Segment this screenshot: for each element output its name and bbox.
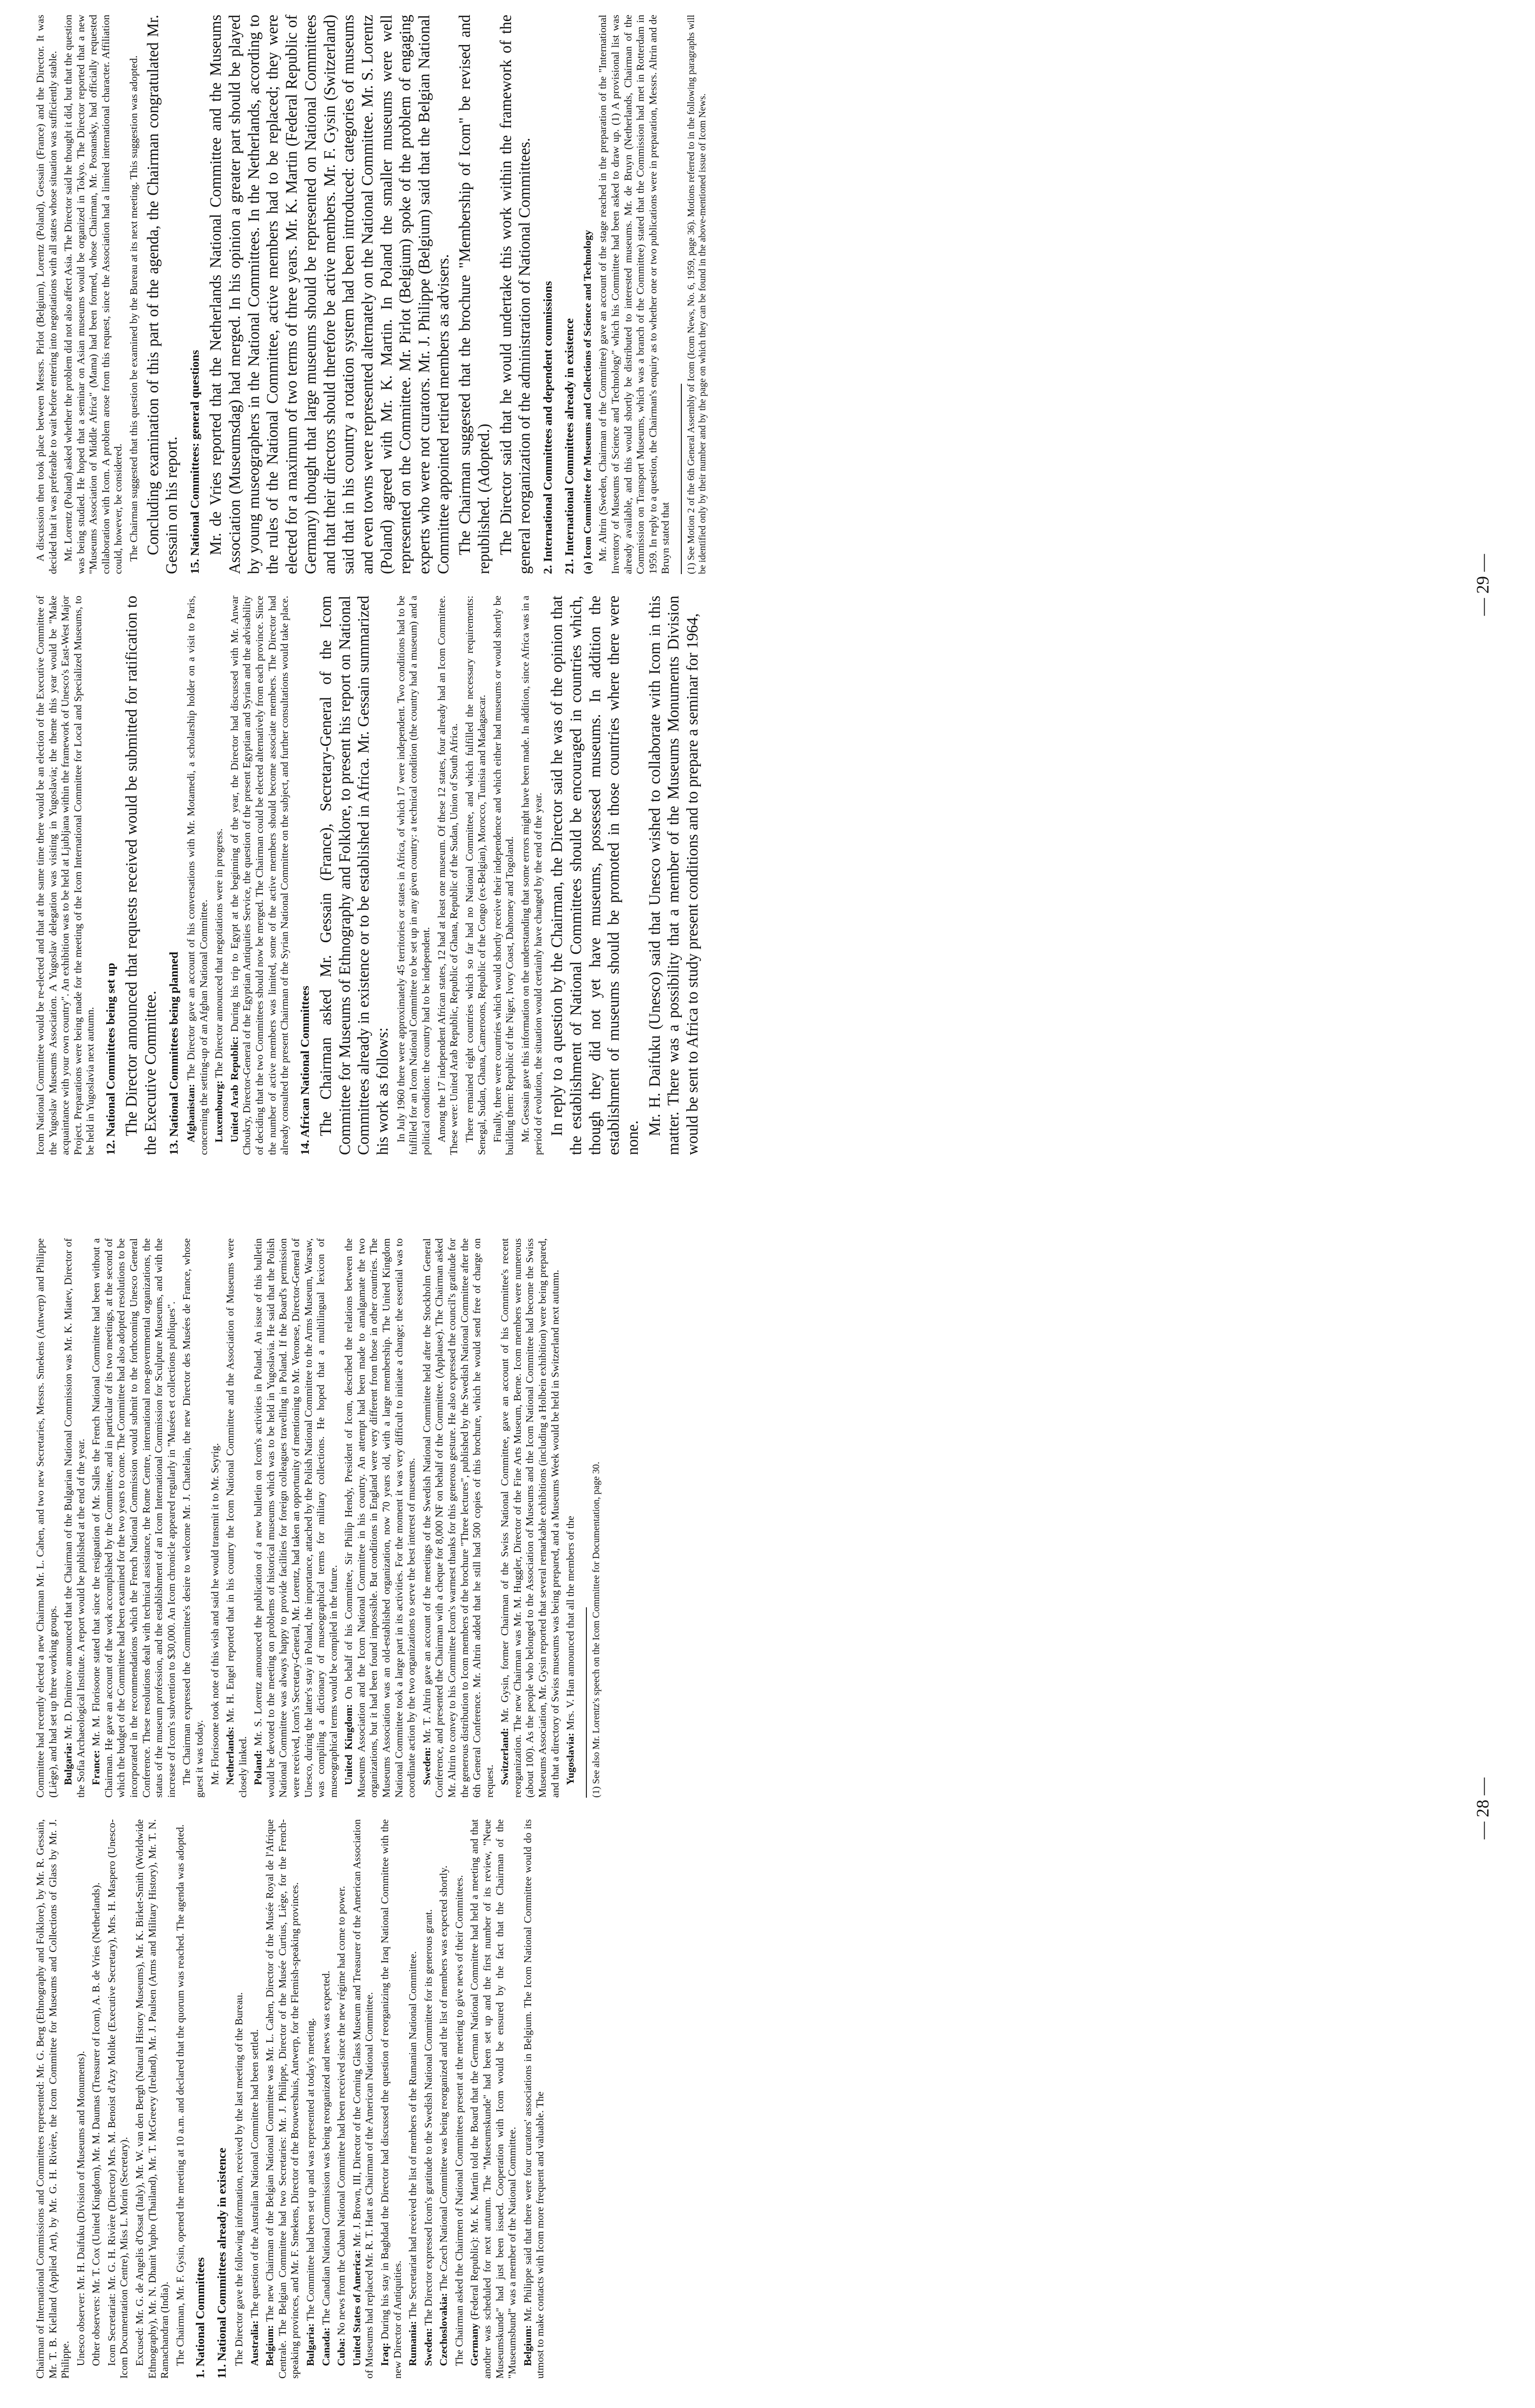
paragraph-lead: Luxembourg:: [213, 1080, 225, 1143]
paragraph-text: Mr. Gysin, former Chairman of the Swiss National Committee, gave an account of his Committee's recent reorganization. The new Chairman was Mr. M. Huggler, Director of the Fine Arts Museum, Berne. Icom members were numerous (about 100). As the people who belonged to the Association of Museums and the Icom National Committee had become the Swiss Museums Association, Mr. Gysin reported that several remarkable exhibitions (including a Holbein exhibition) were being prepared, and that a directory of Swiss museums was being prepared, and a Museums Week would be held in Switzerland next autumn.: [499, 1238, 561, 1798]
paragraph-text: In reply to a question by the Chairman, the Director said he was of the opinion that the establishment of National Committees should be encouraged in countries which, though they did not yet have museums, possessed museums. In addition the establishment of museums should be promoted in those countries where there were none.: [548, 596, 641, 1155]
page-left-column-2: [34, 1238, 1434, 1798]
paragraph-lead: Czechoslovakia:: [438, 2292, 450, 2366]
paragraph: [75, 1819, 88, 2379]
paragraph-text: Mr. Philippe said that there were four curators' associations in Belgium. The Icom National Committee would do its utmost to make contacts with Icom more frequent and valuable. The: [521, 1819, 546, 2379]
paragraph-lead: Bulgaria:: [304, 2323, 317, 2366]
paragraph: [62, 15, 125, 574]
paragraph-text: The Secretariat had received the list of members of the Rumanian National Committee.: [407, 1951, 419, 2319]
paragraph-text: During his stay in Baghdad the Director had discussed the question of reorganizing the Iraq National Committee with the new Director of Antiquities.: [378, 1819, 403, 2379]
paragraph-text: Mr. H. Engel reported that in his country the Icom National Committee and the Association of Museums were closely linked.: [224, 1238, 249, 1798]
paragraph: [496, 15, 534, 574]
paragraph: [264, 1819, 302, 2379]
paragraph: [304, 1819, 317, 2379]
section-heading: 12. National Committees being set up: [104, 963, 117, 1155]
paragraph: [547, 596, 642, 1155]
paragraph-lead: Australia:: [248, 2320, 260, 2366]
paragraph-lead: Yugoslavia:: [564, 1733, 577, 1785]
paragraph: [522, 1819, 547, 2379]
paragraph: [209, 1238, 222, 1798]
paragraph-lead: United Kingdom:: [343, 1704, 355, 1785]
paragraph: [519, 596, 544, 1155]
section-heading: 1. National Committees: [194, 2257, 208, 2379]
paragraph: [468, 1819, 518, 2379]
paragraph: [395, 596, 433, 1155]
section-heading: 21. International Committees already in existence: [562, 318, 576, 574]
page-left-column-1: [34, 1819, 1434, 2379]
paragraph-lead: Cuba:: [335, 2338, 348, 2366]
paragraph-text: Mr. H. Daifuku (Unesco) said that Unesco wished to collaborate with Icom in this matter. There was a possibility that a member of the Museums Monuments Division would be sent to Africa to study present conditions and to prepare a seminar for 1964,: [645, 596, 701, 1155]
paragraph-lead: Belgium:: [521, 2325, 534, 2366]
paragraph: [343, 1238, 418, 1798]
paragraph-text: The Director gave the following information, received by the last meeting of the Bureau.: [233, 1992, 245, 2366]
paragraph-lead: Rumania:: [407, 2321, 419, 2366]
paragraph: [213, 596, 226, 1155]
paragraph-text: Unesco observer: Mr. H. Daifuku (Division of Museums and Monuments).: [74, 2051, 87, 2366]
paragraph: [335, 1819, 348, 2379]
paragraph: [122, 596, 160, 1155]
paragraph: [224, 1238, 249, 1798]
paragraph: [453, 1819, 466, 2379]
paragraph-text: Mr. Gessain gave this information on the understanding that some errors might have been made. In addition, since Africa was in a period of evolution, the situation would certainly have changed by the end of the year.: [519, 596, 544, 1155]
paragraph-lead: Afghanistan:: [185, 1084, 197, 1143]
paragraph-text: A discussion then took place between Messrs. Pirlot (Belgium), Lorentz (Poland), Gessain (France) and the Director. It was decided that it was preferable to wait before entering into negotiations with all states whose situation was sufficiently stable.: [34, 15, 59, 574]
paragraph-text: Mrs. V. Han announced that all the members of the: [564, 1516, 577, 1731]
paragraph: [564, 1238, 577, 1798]
page-right: [34, 15, 1493, 1155]
paragraph: [249, 1819, 261, 2379]
paragraph-text: Excused: Mr. G. de Angelis d'Ossat (Italy), Mr. W. van den Bergh (Natural History Museums), Mr. K. Birket-Smith (Worldwide Ethnography), Mr. N. Dhanit Yupho (Thailand), Mr. T. McGreevy (Ireland), Mr. J. Paulsen (Arms and Military History), Mr. T. N. Ramachandran (India).: [134, 1819, 171, 2379]
paragraph-lead: Netherlands:: [224, 1726, 236, 1785]
paragraph-text: The Chairman asked the Chairmen of National Committees present at the meeting to give news of their Committees.: [453, 1875, 465, 2366]
paragraph-text: (Federal Republic): Mr. K. Martin told the Board that the German National Committee had held a meeting and that another was scheduled for next autumn. The "Museumskunde" had been set up and the first number of its review, "Neue Museumskunde" had just been issued. Cooperation with Icom would be ensured by the fact that the Chairman of the "Museumsbund" was a member of the National Committee.: [468, 1819, 518, 2379]
paragraph-lead: Germany: [468, 2323, 481, 2366]
paragraph-text: Concluding examination of this part of the agenda, the Chairman congratulated Mr. Gessain on his report.: [143, 15, 181, 574]
paragraph-lead: Switzerland:: [499, 1728, 511, 1785]
paragraph: [90, 1238, 178, 1798]
paragraph-text: There remained eight countries which so far had no National Committee, and which fulfilled the necessary requirements: Senegal, Sudan, Ghana, Cameroons, Republic of the Congo (ex-Belgian), Morocco, Tunisia and Madagascar.: [463, 596, 488, 1155]
paragraph-text: The Director announced that requests received would be submitted for ratification to the Executive Committee.: [122, 596, 159, 1155]
paragraph: [422, 1819, 435, 2379]
paragraph-lead: Sweden:: [420, 1747, 433, 1785]
paragraph: [379, 1819, 404, 2379]
paragraph-text: The Committee had been set up and was represented at today's meeting.: [304, 2018, 317, 2321]
paragraph-text: Among the 17 independent African states, 12 had at least one museum. Of these 12 states, four already had an Icom Committee. These were: United Arab Republic, Republic of Ghana, Republic of the Sudan, Union of South Africa.: [435, 596, 460, 1155]
paragraph: [252, 1238, 340, 1798]
paragraph: [90, 1819, 103, 2379]
footnote: (1) See also Mr. Lorentz's speech on the Icom Committee for Documentation, page 30.: [590, 1461, 602, 1798]
paragraph-text: The Director said that he would undertake this work within the framework of the general reorganization of the administration of National Committees.: [496, 15, 534, 574]
paragraph: [206, 15, 452, 574]
paragraph: [34, 1819, 72, 2379]
paragraph-text: No news from the Cuban National Committee had been received since the new régime had come to power.: [335, 1886, 348, 2336]
paragraph: [320, 1819, 333, 2379]
paragraph-lead: France:: [90, 1750, 102, 1785]
footnote: (1) See Motion 2 of the 6th General Assembly of Icom (Icom News, No. 6, 1959, page 36). Motions referred to in the following paragraphs will be identified only by their number and by the page on which they can be found in the above-mentioned issue of Icom News.: [685, 15, 708, 574]
paragraph-text: The Chairman, Mr. F. Gysin, opened the meeting at 10 a.m. and declared that the quorum was reached. The agenda was adopted.: [174, 1824, 186, 2366]
paragraph-lead: Iraq:: [378, 2342, 391, 2366]
paragraph-lead: Belgium:: [264, 2325, 276, 2366]
paragraph-lead: Sweden:: [422, 2328, 434, 2366]
paragraph: [143, 15, 181, 574]
paragraph-text: On behalf of his Committee, Sir Philip Hendy, President of Icom, described the relations between the Museums Association and the Icom National Committee in his country. An attempt had been made to amalgamate the two organizations, but it had been found impossible. But conditions in England were very different from those in other countries. The Museums Association was an old-established organization, now 70 years old, with a large membership. The United Kingdom National Committee took a large part in its activities. For the moment it was very difficult to initiate a change; the essential was to coordinate action by the two organizations to serve the best interest of museums.: [343, 1238, 418, 1798]
paragraph-text: Mr. Altrin (Sweden, Chairman of the Committee) gave an account of the stage reached in the preparation of the "International Inventory of Museums of Science and Technology" which his Committee had been asked to draw up. (1) A provisional list was already available, and this would shortly be distributed to interested museums. Mr. de Bruyn (Netherlands, Chairman of the Commission on Transport Museums, which was a branch of the Committee) stated that the Commission had met in Rotterdam in 1959. In reply to a question, the Chairman's enquiry as to whether one or two publications were in preparation, Messrs. Altrin and de Bruyn stated that: [597, 15, 672, 574]
paragraph-text: Finally, there were countries which would shortly receive their independence and which either had museums or would shortly be building them: Republic of the Niger, Ivory Coast, Dahomey and Togoland.: [491, 596, 516, 1155]
paragraph-text: During his trip to Egypt at the beginning of the year, the Director had discussed with Mr. Anwar Choukry, Director-General of the Egyptian Antiquities Service, the question of the present Egyptian and Syrian and the advisability of deciding that the two Committees should now be merged. The Chairman could be elected alternatively from each province. Since the number of active members was limited, some of the active members should become associate members. The Director had already consulted the present Chairman of the Syrian National Committee on the subject, and further consultations would take place.: [228, 596, 291, 1155]
paragraph-text: Other observers: Mr. T. Cox (United Kingdom), Mr. M. Daumas (Treasurer of Icom), A. B. de Vries (Netherlands).: [90, 1882, 102, 2366]
footnote-rule: [586, 1607, 587, 1798]
paragraph-lead: Bulgaria:: [62, 1742, 74, 1785]
page-number-right: — 29 —: [1473, 554, 1492, 616]
section-heading: 11. National Committees already in existence: [215, 2148, 229, 2379]
paragraph: [491, 596, 516, 1155]
paragraph-text: The Chairman suggested that this question be examined by the Bureau at its next meeting. This suggestion was adopted.: [128, 55, 140, 562]
paragraph-lead: United States of America:: [350, 2249, 363, 2366]
paragraph: [229, 596, 291, 1155]
page-number-left: — 28 —: [1473, 1778, 1492, 1839]
paragraph-text: The Canadian National Commission was being reorganized and news was expected.: [320, 1970, 332, 2325]
paragraph: [499, 1238, 561, 1798]
paragraph-text: Mr. J. Brown, III, Director of the Corning Glass Museum and Treasurer of the American Association of Museums had replaced Mr. R. T. Hatt as Chairman of the American National Committee.: [350, 1819, 375, 2379]
paragraph-text: The Czech National Committee was being reorganized and the list of members was expected shortly.: [438, 1865, 450, 2291]
paragraph-lead: Canada:: [320, 2327, 332, 2366]
paragraph: [174, 1819, 187, 2379]
section-heading: 15. National Committees: general questions: [188, 350, 202, 574]
paragraph: [62, 1238, 87, 1798]
page-right-columns: [34, 15, 1434, 1155]
paragraph: [233, 1819, 246, 2379]
paragraph: [645, 596, 702, 1155]
page-left: [34, 1238, 1493, 2379]
paragraph: [34, 15, 59, 574]
paragraph: [436, 596, 461, 1155]
section-heading: 14. African National Committees: [298, 985, 312, 1155]
paragraph-text: The Director expressed Icom's gratitude to the Swedish National Committee for its generous grant.: [422, 1909, 434, 2326]
paragraph: [34, 596, 97, 1155]
paragraph: [316, 596, 392, 1155]
paragraph-text: Mr. Lorentz (Poland) asked whether the problem did not also affect Asia. The Director said he thought it did, but that the question was being studied. He hoped that a seminar on Asian museums would be organized in Tokyo. The Director reported that a new "Museums Association of Middle Africa" (Mama) had been formed, whose Chairman, Mr. Posnansky, had officially requested collaboration with Icom. A problem arose from this request, since the Association had a limited international character. Affiliation could, however, be considered.: [62, 15, 124, 574]
paragraph-text: In July 1960 there were approximately 45 territories or states in Africa, of which 17 were independent. Two conditions had to be fulfilled for an Icom National Committee to be set up in any given country: a technical condition (the country had a museum) and a political condition: the country had to be independent.: [395, 596, 432, 1155]
paragraph-text: Mr. Florisoone took note of this wish and said he would transmit it to Mr. Seyrig.: [209, 1443, 221, 1785]
paragraph-lead: United Arab Republic:: [228, 1036, 240, 1143]
paragraph-text: Mr. M. Florisoone stated that since the resignation of Mr. Salles the French National Committee had been without a Chairman. He gave an account of the work accomplished by the Committee, and in particular of its two meetings, at the second of which the budget of the Committee had been examined for the two years to come. The Committee had also adopted resolutions to be incorporated in the recommendations which the French National Commission would submit to the forthcoming Unesco General Conference. These resolutions dealt with technical assistance, the Rome Centre, international non-governmental organizations, the status of the museum profession, and the establishment of an Icom International Commission for Sculpture Museums, and with the increase of Icom's subvention to $30,000. An Icom chronicle appeared regularly in "Musées et collections publiques".: [90, 1238, 177, 1798]
paragraph: [438, 1819, 450, 2379]
paragraph-text: The Director gave an account of his conversations with Mr. Motamedi, a scholarship holder on a visit to Paris, concerning the setting-up of an Afghan National Committee.: [185, 596, 209, 1155]
page-left-columns: [34, 1238, 1434, 2379]
paragraph-text: The Chairman suggested that the brochure "Membership of Icom" be revised and republished. (Adopted.): [456, 15, 493, 574]
paragraph: [421, 1238, 496, 1798]
paragraph-lead: Poland:: [252, 1750, 264, 1785]
paragraph: [464, 596, 488, 1155]
paragraph-text: Mr. S. Lorentz announced the publication of a new bulletin on Icom's activities in Poland. An issue of this bulletin would be devoted to the meeting on problems of historical museums which was to be held in Yugoslavia. He said that the Polish National Committee was always happy to provide facilities for foreign colleagues travelling in Poland. If the Board's permission were received, Icom's Secretary-General, Mr. Lorentz, had taken an opportunity of mentioning to Mr. Veronese, Director-General of Unesco, during the latter's stay in Poland, the importance, attached by the Polish National Committee to the Arms Museum, Warsaw, was compiling a dictionary of museographical terms for military collections. He hoped that a multilingual lexicon of museographical terms would be compiled in the future.: [252, 1238, 339, 1798]
paragraph-text: The Director announced that negotiations were in progress.: [213, 828, 225, 1078]
paragraph: [455, 15, 493, 574]
page-right-column-1: [34, 596, 1434, 1155]
paragraph: [597, 15, 672, 574]
paragraph-text: Mr. de Vries reported that the Netherlands National Committee and the Museums Association (Museumsdag) had merged. In his opinion a greater part should be played by young museographers in the National Committees. In the Netherlands, according to the rules of the National Committee, active members had to be replaced; they were elected for a maximum of two terms of three years. Mr. K. Martin (Federal Republic of Germany) thought that large museums should be represented on National Committees and that their directors should therefore be active members. Mr. F. Gysin (Switzerland) said that in his country a rotation system had been introduced: categories of museums and even towns were represented alternately on the National Committee. Mr. S. Lorentz (Poland) agreed with Mr. K. Martin. In Poland the smaller museums were well represented on the Committee. Mr. Pirlot (Belgium) spoke of the problem of engaging experts who were not curators. Mr. J. Philippe (Belgium) said that the Belgian National Committee appointed retired members as advisers.: [207, 15, 452, 574]
paragraph: [185, 596, 210, 1155]
section-heading: 13. National Committees being planned: [167, 951, 181, 1155]
footnote-rule: [681, 384, 682, 574]
paragraph: [128, 15, 140, 574]
paragraph: [106, 1819, 131, 2379]
section-heading: 2. International Committees and dependent commissions: [541, 281, 555, 574]
paragraph: [351, 1819, 376, 2379]
paragraph-text: The Chairman asked Mr. Gessain (France), Secretary-General of the Icom Committee for Museums of Ethnography and Folklore, to present his report on National Committees already in existence or to be established in Africa. Mr. Gessain summarized his work as follows:: [317, 596, 392, 1155]
paragraph-text: Mr. T. Altrin gave an account of the meetings of the Swedish National Committee held after the Stockholm General Conference, and presented the Chairman with a cheque for 8,000 NF on behalf of the Committee. (Applause). The Chairman asked Mr. Altrin to convey to his Committee Icom's warmest thanks for this generous gesture. He also expressed the council's gratitude for the generous distribution to Icom members of the brochure "Three lectures", published by the Swedish National Committee after the 6th General Conference. Mr. Altrin added that he still had 500 copies of this brochure, which he would send free of charge on request.: [420, 1238, 495, 1798]
paragraph-text: Mr. D. Dimitrov announced that the Chairman of the Bulgarian National Commission was Mr. K. Miatev, Director of the Sofia Archaeological Institute. A report would be published at the end of the year.: [62, 1238, 87, 1798]
section-heading: (a) Icom Committee for Museums and Collections of Science and Technology: [581, 230, 593, 574]
paragraph-text: Chairman of International Commissions and Committees represented: Mr. G. Berg (Ethnography and Folklore), by Mr. R. Gessain, Mr. T. B. Kielland (Applied Art), by Mr. G. H. Rivière, the Icom Committee for Museums and Collections of Glass by Mr. J. Philippe.: [34, 1819, 71, 2379]
paragraph-text: Committee had recently elected a new Chairman Mr. L. Cahen, and two new Secretaries, Messrs. Smekens (Antwerp) and Philippe (Liège), and had set up three working groups.: [34, 1238, 59, 1798]
paragraph-text: Icom Secretariat: Mr. G. H. Rivière (Director) Mrs. M. Benoist d'Azy Moltke (Executive Secretary), Mrs. H. Maspero (Unesco-Icom Documentation Centre), Miss L. Morin (Secretary).: [105, 1819, 130, 2379]
paragraph: [34, 1238, 59, 1798]
paragraph: [134, 1819, 171, 2379]
paragraph: [407, 1819, 419, 2379]
paragraph-text: The Chairman expressed the Committee's desire to welcome Mr. J. Chatelain, the new Director des Musées de France, whose guest it was today.: [181, 1238, 205, 1798]
page-right-column-2: [34, 15, 1434, 574]
paragraph-text: Icom National Committee would be re-elected and that at the same time there would be an election of the Executive Committee of the Yugoslav Museums Association. A Yugoslav delegation was visiting in Yugoslavia; the theme this year would be "Make acquaintance with your own country". An exhibition was to be held at Ljubljana within the framework of Unesco's East-West Major Project. Preparations were being made for the meeting of the Icom International Committee for Local and Specialized Museums, to be held in Yugoslavia next autumn.: [34, 596, 96, 1155]
paragraph-text: The new Chairman of the Belgian National Committee was Mr. L. Cahen, Director of the Musée Royal de l'Afrique Centrale. The Belgian Committee had two Secretaries: Mr. J. Philippe, Director of the Musée Curtius, Liège, for the French-speaking provinces, and Mr. F. Smekens, Director of the Brouwershuis, Antwerp, for the Flemish-speaking provinces.: [264, 1819, 301, 2379]
paragraph-text: The question of the Australian National Committee had been settled.: [248, 2029, 260, 2318]
paragraph: [181, 1238, 206, 1798]
